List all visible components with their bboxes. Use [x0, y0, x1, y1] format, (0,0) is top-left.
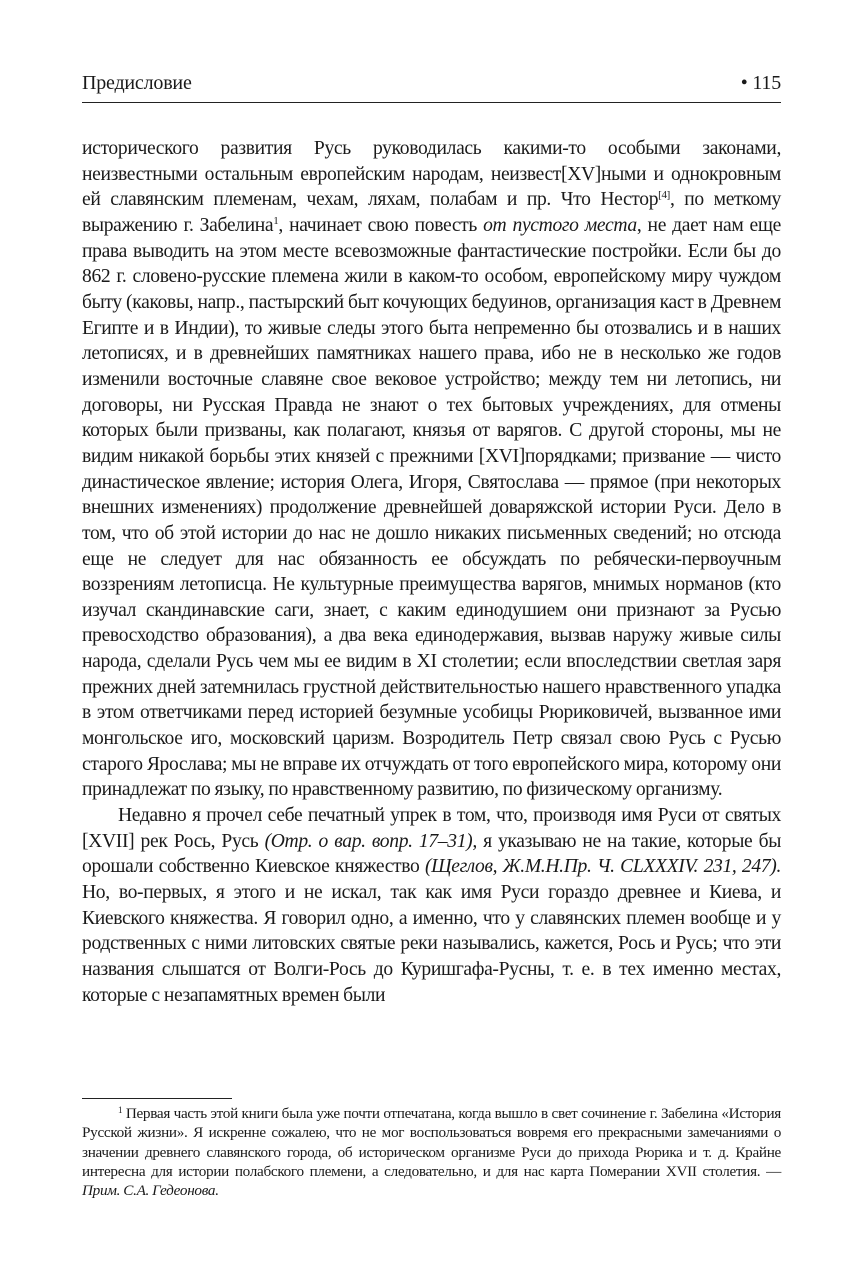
paragraph-1: [82, 136, 781, 803]
footnote-marker-1: 1: [273, 214, 279, 227]
footnote-1: [82, 1104, 781, 1200]
footnote-1-text: Первая часть этой книги была уже почти отпечатана, когда вышло в свет сочинение г. Забелина «История Русской жизни». Я искренне сожалею, что не мог воспользоваться вовремя его прекрасными замечаниями о значении древнего славянского города, об историческом организме Руси до прихода Рюрика и т. д. Крайне интересна для истории полабского племени, а следовательно, и для нас карта Померании XVII столетия. —: [82, 1105, 781, 1180]
paragraph-1-text-3: , начинает свою повесть: [278, 214, 484, 236]
book-page: [82, 70, 781, 1008]
page-number: • 115: [740, 72, 781, 94]
paragraph-1-text-1: исторического развития Русь руководилась какими-то особыми законами, неизвестными остальным европейским народам, неизвест[XV]ными и однокровным ей славянским племенам, чехам, ляхам, полабам и пр. Что Нестор: [82, 138, 781, 211]
paragraph-1-text-2: , по меткому выражению г. Забелина: [82, 189, 781, 236]
paragraph-2: [82, 803, 781, 1008]
paragraph-1-text-4: , не дает нам еще права выводить на этом месте всевозможные фантастические постройки. Если бы до 862 г. словено-русские племена жили в каком-то особом, европейскому миру чуждом быту (каковы, напр., пастырский быт кочующих бедуинов, организация каст в Древнем Египте и в Индии), то живые следы этого быта непременно бы отозвались и в наших летописях, и в древнейших памятниках нашего права, ибо не в несколько же годов изменили восточные славяне свое вековое устройство; между тем ни летопись, ни договоры, ни Русская Правда не знают о тех бытовых учреждениях, для отмены которых были призваны, как полагают, князья от варягов. С другой стороны, мы не видим никакой борьбы этих князей с прежними [XVI]порядками; призвание — чисто династическое явление; история Олега, Игоря, Святослава — прямое (при некоторых внешних изменениях) продолжение древнейшей доваряжской истории Руси. Дело в том, что об этой истории до нас не дошло никаких письменных сведений; но отсюда еще не следует для нас обязанность ее обсуждать по ребячески-первоучным воззрениям летописца. Не культурные преимущества варягов, мнимых норманов (кто изучал скандинавские саги, знает, с каким единодушием они признают за Русью превосходство образования), а два века единодержавия, вызвав наружу живые силы народа, сделали Русь чем мы ее видим в XI столетии; если впоследствии светлая заря прежних дней затемнилась грустной действительностью нашего нравственного упадка в этом ответчиками перед историей безумные усобицы Рюриковичей, вызванное ими монгольское иго, московский царизм. Возродитель Петр связал свою Русь с Русью старого Ярослава; мы не вправе их отчуждать от того европейского мира, которому они принадлежат по языку, по нравственному развитию, по физическому организму.: [82, 214, 781, 801]
main-text: [82, 136, 781, 1008]
running-header: [82, 70, 781, 103]
paragraph-2-citation-1: (Отр. о вар. вопр. 17–31),: [264, 830, 477, 852]
paragraph-1-italic-phrase: от пустого места: [483, 214, 637, 236]
footnotes: [82, 1104, 781, 1200]
paragraph-2-text-3: Но, во-первых, я этого и не искал, так как имя Руси гораздо древнее и Киева, и Киевского княжества. Я говорил одно, а именно, что у славянских племен вообще и у родственных с ними литовских святые реки назывались, кажется, Рось и Русь; что эти названия слышатся от Волги-Рось до Куришгафа-Русны, т. е. в тех именно местах, которые с незапамятных времен были: [82, 882, 781, 1006]
footnote-divider: [82, 1098, 232, 1099]
paragraph-2-text-1: Недавно я прочел себе печатный упрек в том, что, производя имя Руси от святых [XVII] рек Рось, Русь: [82, 805, 781, 852]
paragraph-2-citation-2: (Щеглов, Ж.М.Н.Пр. Ч. CLXXXIV. 231, 247).: [424, 856, 781, 878]
section-title: Предисловие: [82, 72, 192, 94]
footnote-1-attribution: Прим. С.А. Гедеонова.: [82, 1182, 219, 1200]
paragraph-2-text-2: я указываю не на такие, которые бы орошали собственно Киевское княжество: [82, 830, 782, 878]
footnote-1-marker: 1: [118, 1105, 123, 1115]
endnote-marker-4: [4]: [658, 189, 670, 202]
